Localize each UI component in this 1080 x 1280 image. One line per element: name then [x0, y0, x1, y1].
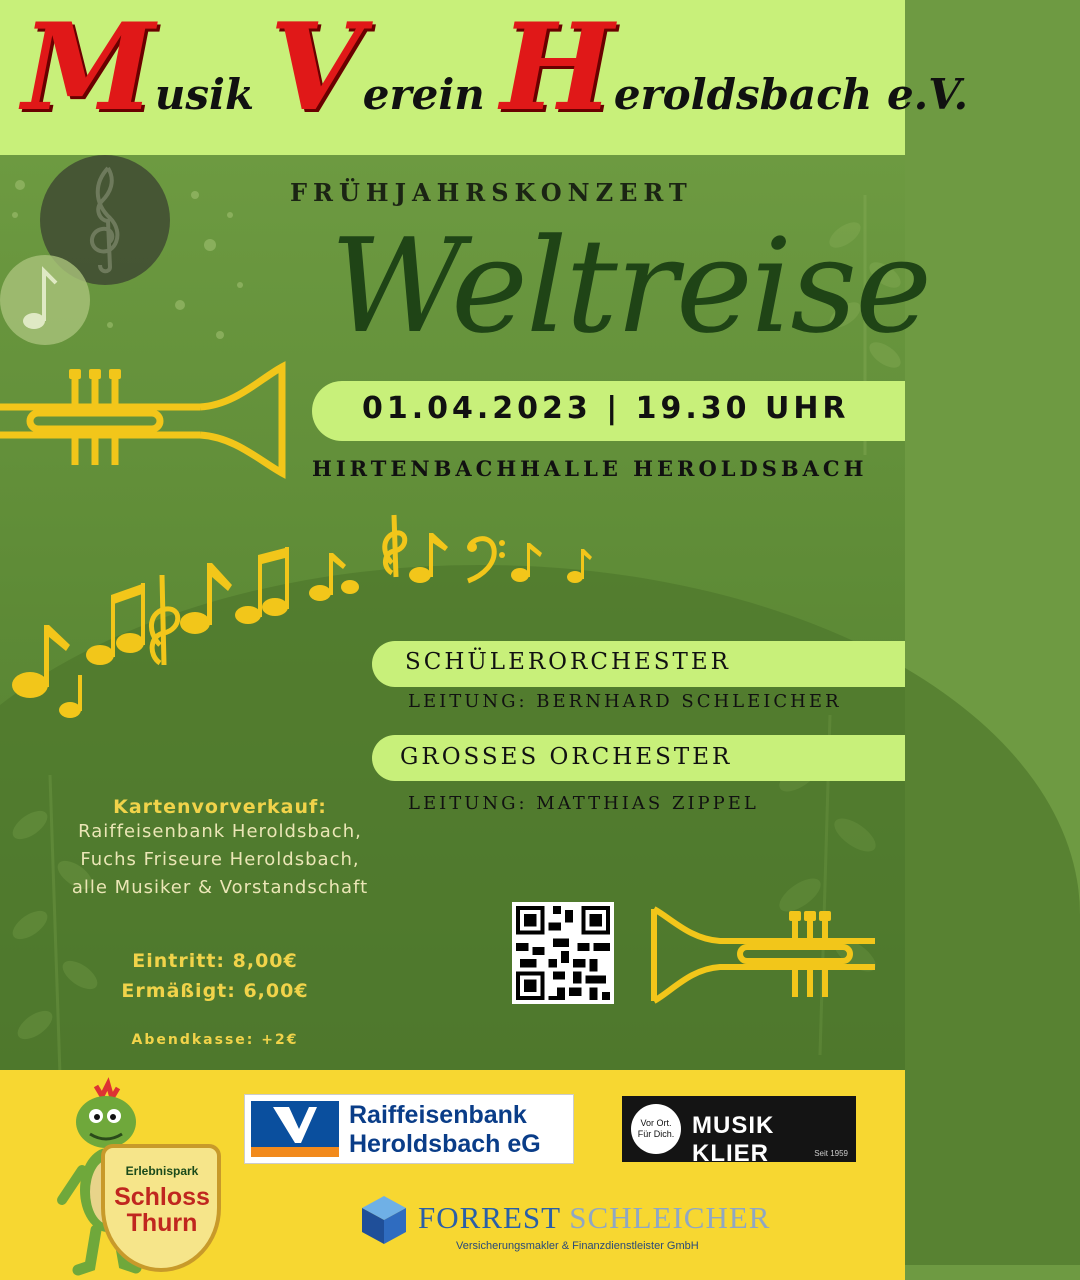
- sponsor-forrest-schleicher[interactable]: [360, 1192, 780, 1262]
- title-word-heroldsbach: [500, 0, 969, 138]
- title-cap-v: V: [269, 0, 363, 138]
- raiffeisen-line1: Raiffeisenbank: [349, 1101, 527, 1129]
- title-cap-m: M: [22, 0, 155, 138]
- klier-name: MUSIK KLIER: [692, 1112, 775, 1167]
- klier-since: Seit 1959: [814, 1149, 848, 1158]
- entry-price: Eintritt: 8,00€: [132, 950, 298, 972]
- sponsor-musik-klier[interactable]: [622, 1096, 856, 1167]
- title-word-musik: [22, 0, 255, 138]
- presale-location-3: alle Musiker & Vorstandschaft: [71, 877, 369, 898]
- park-label-line2: [106, 1184, 218, 1236]
- forrest-cube-icon: [360, 1194, 408, 1246]
- qr-code-icon[interactable]: [512, 902, 614, 1004]
- raiffeisen-orange-bar: [251, 1147, 339, 1157]
- ticket-presale-info: [20, 796, 420, 902]
- raiffeisen-line2: Heroldsbach eG: [349, 1130, 541, 1158]
- club-title: [22, 0, 969, 148]
- sponsor-erlebnispark[interactable]: [56, 1080, 226, 1276]
- presale-heading: Kartenvorverkauf:: [113, 796, 327, 818]
- orchestra-name-2: GROSSES ORCHESTER: [400, 744, 733, 770]
- park-label-schloss: Schloss: [114, 1183, 210, 1211]
- title-rest-heroldsbach: eroldsbach e.V.: [613, 70, 969, 119]
- concert-venue: HIRTENBACHHALLE HEROLDSBACH: [312, 456, 868, 481]
- raiffeisen-logo-icon: [251, 1101, 339, 1157]
- klier-badge: [631, 1104, 681, 1154]
- header-band: [0, 0, 969, 155]
- title-cap-h: H: [500, 0, 614, 138]
- orchestra-name-1: SCHÜLERORCHESTER: [405, 649, 731, 675]
- raiffeisen-v-icon: [251, 1101, 339, 1147]
- park-label-thurn: Thurn: [126, 1209, 198, 1237]
- presale-location-2: Fuchs Friseure Heroldsbach,: [80, 849, 360, 870]
- orchestra-lead-2: LEITUNG: MATTHIAS ZIPPEL: [408, 793, 759, 814]
- title-word-verein: [269, 0, 485, 138]
- forrest-subtitle: Versicherungsmakler & Finanzdienstleister GmbH: [456, 1240, 699, 1252]
- forrest-name-1: FORREST: [418, 1200, 561, 1235]
- title-rest-musik: usik: [154, 70, 255, 119]
- concert-date-time: 01.04.2023 | 19.30 UHR: [362, 391, 850, 426]
- title-rest-verein: erein: [362, 70, 485, 119]
- sponsor-raiffeisenbank[interactable]: [244, 1094, 574, 1164]
- forrest-name-2: SCHLEICHER: [569, 1200, 771, 1235]
- reduced-price: Ermäßigt: 6,00€: [121, 980, 309, 1002]
- paint-splatter-icon: [0, 155, 260, 375]
- orchestra-lead-1: LEITUNG: BERNHARD SCHLEICHER: [408, 691, 842, 712]
- trumpet-right-icon: [650, 905, 880, 1005]
- concert-subtitle: FRÜHJAHRSKONZERT: [290, 178, 693, 207]
- presale-location-1: Raiffeisenbank Heroldsbach,: [78, 821, 362, 842]
- klier-badge-line1: Vor Ort.: [640, 1118, 672, 1128]
- box-office-surcharge: Abendkasse: +2€: [131, 1032, 299, 1048]
- trumpet-icon: [0, 365, 290, 475]
- park-label-line1: Erlebnispark: [125, 1164, 199, 1178]
- forrest-name: [418, 1200, 770, 1236]
- concert-name: Weltreise: [330, 210, 931, 362]
- raiffeisen-name: [349, 1101, 541, 1159]
- klier-badge-line2: Für Dich.: [637, 1129, 675, 1139]
- main-poster-area: [0, 155, 931, 1070]
